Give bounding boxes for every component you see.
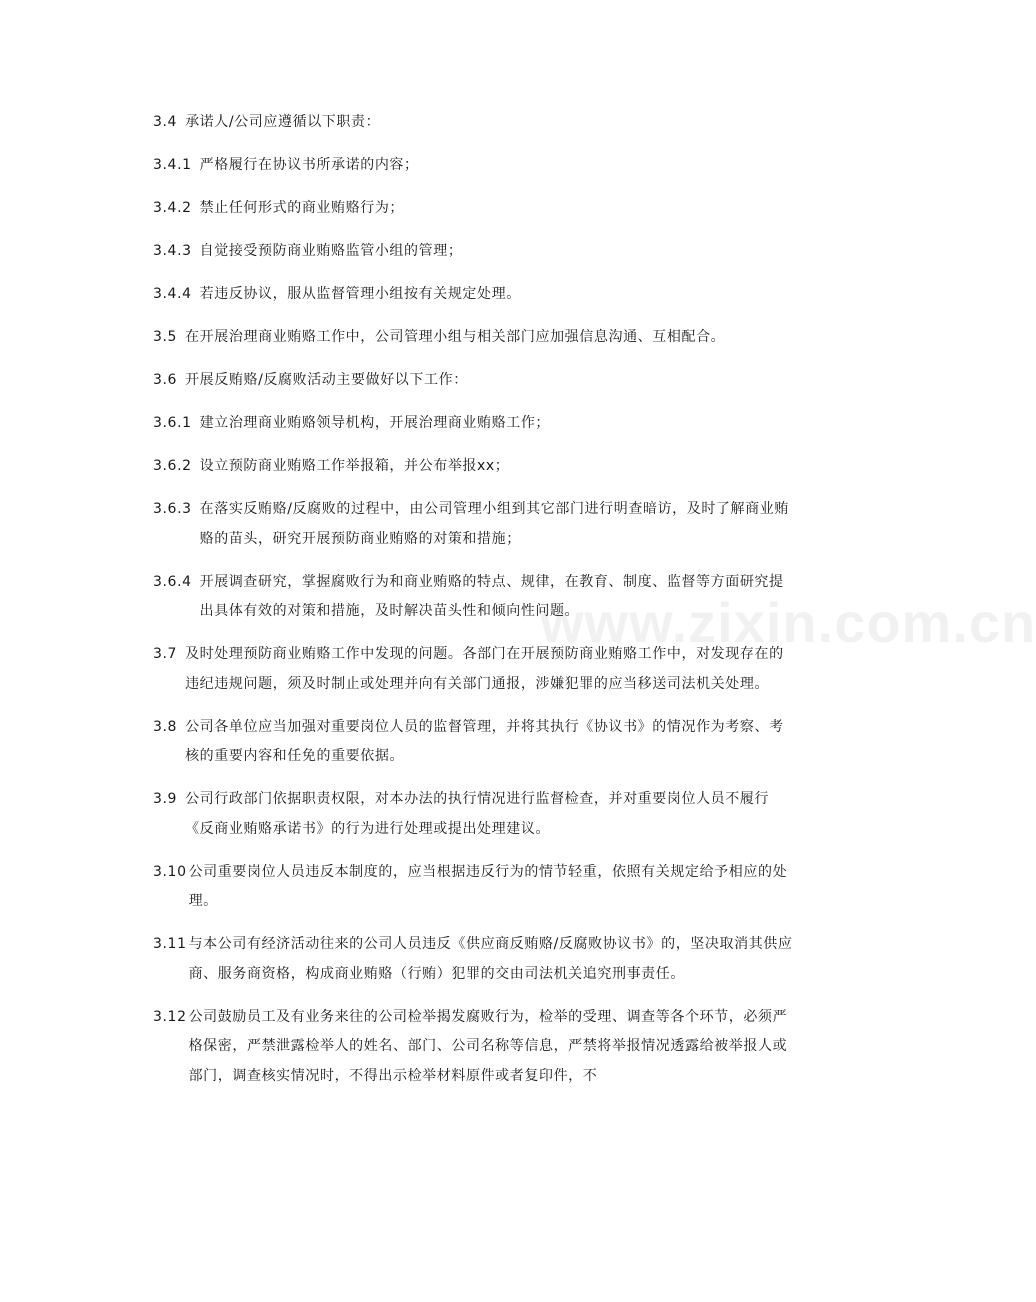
clause-text: 在开展治理商业贿赂工作中，公司管理小组与相关部门应加强信息沟通、互相配合。	[185, 329, 726, 345]
clause-number: 3.5	[153, 329, 178, 345]
clause-number: 3.4.2	[153, 200, 192, 216]
clause-text: 在落实反贿赂/反腐败的过程中，由公司管理小组到其它部门进行明查暗访，及时了解商业贿赂的苗头，研究开展预防商业贿赂的对策和措施；	[199, 501, 789, 547]
clause-number: 3.9	[153, 791, 178, 807]
clause-3-12	[153, 1003, 793, 1092]
clause-text: 若违反协议，服从监督管理小组按有关规定处理。	[199, 286, 521, 302]
clause-number: 3.6	[153, 372, 178, 388]
clause-number: 3.4.1	[153, 157, 192, 173]
clause-text: 开展反贿赂/反腐败活动主要做好以下工作：	[185, 372, 468, 388]
clause-text: 及时处理预防商业贿赂工作中发现的问题。各部门在开展预防商业贿赂工作中，对发现存在的违纪违规问题，须及时制止或处理并向有关部门通报，涉嫌犯罪的应当移送司法机关处理。	[185, 646, 784, 692]
clause-number: 3.12	[153, 1008, 187, 1025]
clause-number: 3.6.3	[153, 501, 192, 517]
clause-3-5	[153, 323, 793, 353]
clause-text: 公司行政部门依据职责权限，对本办法的执行情况进行监督检查，并对重要岗位人员不履行《反商业贿赂承诺书》的行为进行处理或提出处理建议。	[185, 791, 770, 837]
clause-text: 建立治理商业贿赂领导机构，开展治理商业贿赂工作；	[199, 415, 551, 431]
clause-3-6-1	[153, 409, 793, 439]
clause-text: 设立预防商业贿赂工作举报箱，并公布举报xx；	[199, 458, 510, 474]
clause-number: 3.8	[153, 718, 178, 735]
clause-number: 3.7	[153, 646, 178, 662]
clause-3-8	[153, 713, 793, 772]
clause-text: 公司各单位应当加强对重要岗位人员的监督管理，并将其执行《协议书》的情况作为考察、考核的重要内容和任免的重要依据。	[185, 718, 784, 764]
clause-number: 3.11	[153, 936, 187, 952]
clause-number: 3.6.2	[153, 458, 192, 474]
clause-3-4-1	[153, 151, 793, 181]
clause-3-4-4	[153, 280, 793, 310]
clause-text: 开展调查研究，掌握腐败行为和商业贿赂的特点、规律，在教育、制度、监督等方面研究提出具体有效的对策和措施，及时解决苗头性和倾向性问题。	[199, 573, 784, 619]
clause-text: 自觉接受预防商业贿赂监管小组的管理；	[199, 243, 463, 259]
clause-number: 3.4.4	[153, 286, 192, 302]
clause-3-10	[153, 858, 793, 917]
clause-text: 公司鼓励员工及有业务来往的公司检举揭发腐败行为，检举的受理、调查等各个环节，必须严格保密，严禁泄露检举人的姓名、部门、公司名称等信息，严禁将举报情况透露给被举报人或部门，调查核实情况时，不得出示检举材料原件或者复印件，不	[188, 1008, 788, 1084]
clause-3-11	[153, 930, 793, 989]
clause-text: 承诺人/公司应遵循以下职责：	[185, 114, 381, 130]
clause-list	[153, 108, 793, 1105]
clause-number: 3.4	[153, 114, 178, 130]
clause-text: 与本公司有经济活动往来的公司人员违反《供应商反贿赂/反腐败协议书》的，坚决取消其供应商、服务商资格，构成商业贿赂（行贿）犯罪的交由司法机关追究刑事责任。	[188, 936, 793, 982]
clause-3-6-4	[153, 568, 793, 627]
clause-3-6	[153, 366, 793, 396]
clause-3-6-2	[153, 452, 793, 482]
clause-3-6-3	[153, 495, 793, 554]
clause-3-9	[153, 785, 793, 844]
clause-3-4-2	[153, 194, 793, 224]
clause-number: 3.6.4	[153, 573, 192, 590]
clause-3-4-3	[153, 237, 793, 267]
watermark: www.zixin.com.cn	[540, 591, 1036, 654]
clause-3-4	[153, 108, 793, 138]
clause-3-7	[153, 640, 793, 699]
clause-number: 3.10	[153, 863, 187, 880]
clause-number: 3.4.3	[153, 243, 192, 259]
clause-text: 禁止任何形式的商业贿赂行为；	[199, 200, 405, 216]
clause-text: 公司重要岗位人员违反本制度的，应当根据违反行为的情节轻重，依照有关规定给予相应的处理。	[188, 863, 788, 909]
clause-text: 严格履行在协议书所承诺的内容；	[199, 157, 419, 173]
clause-number: 3.6.1	[153, 415, 192, 431]
